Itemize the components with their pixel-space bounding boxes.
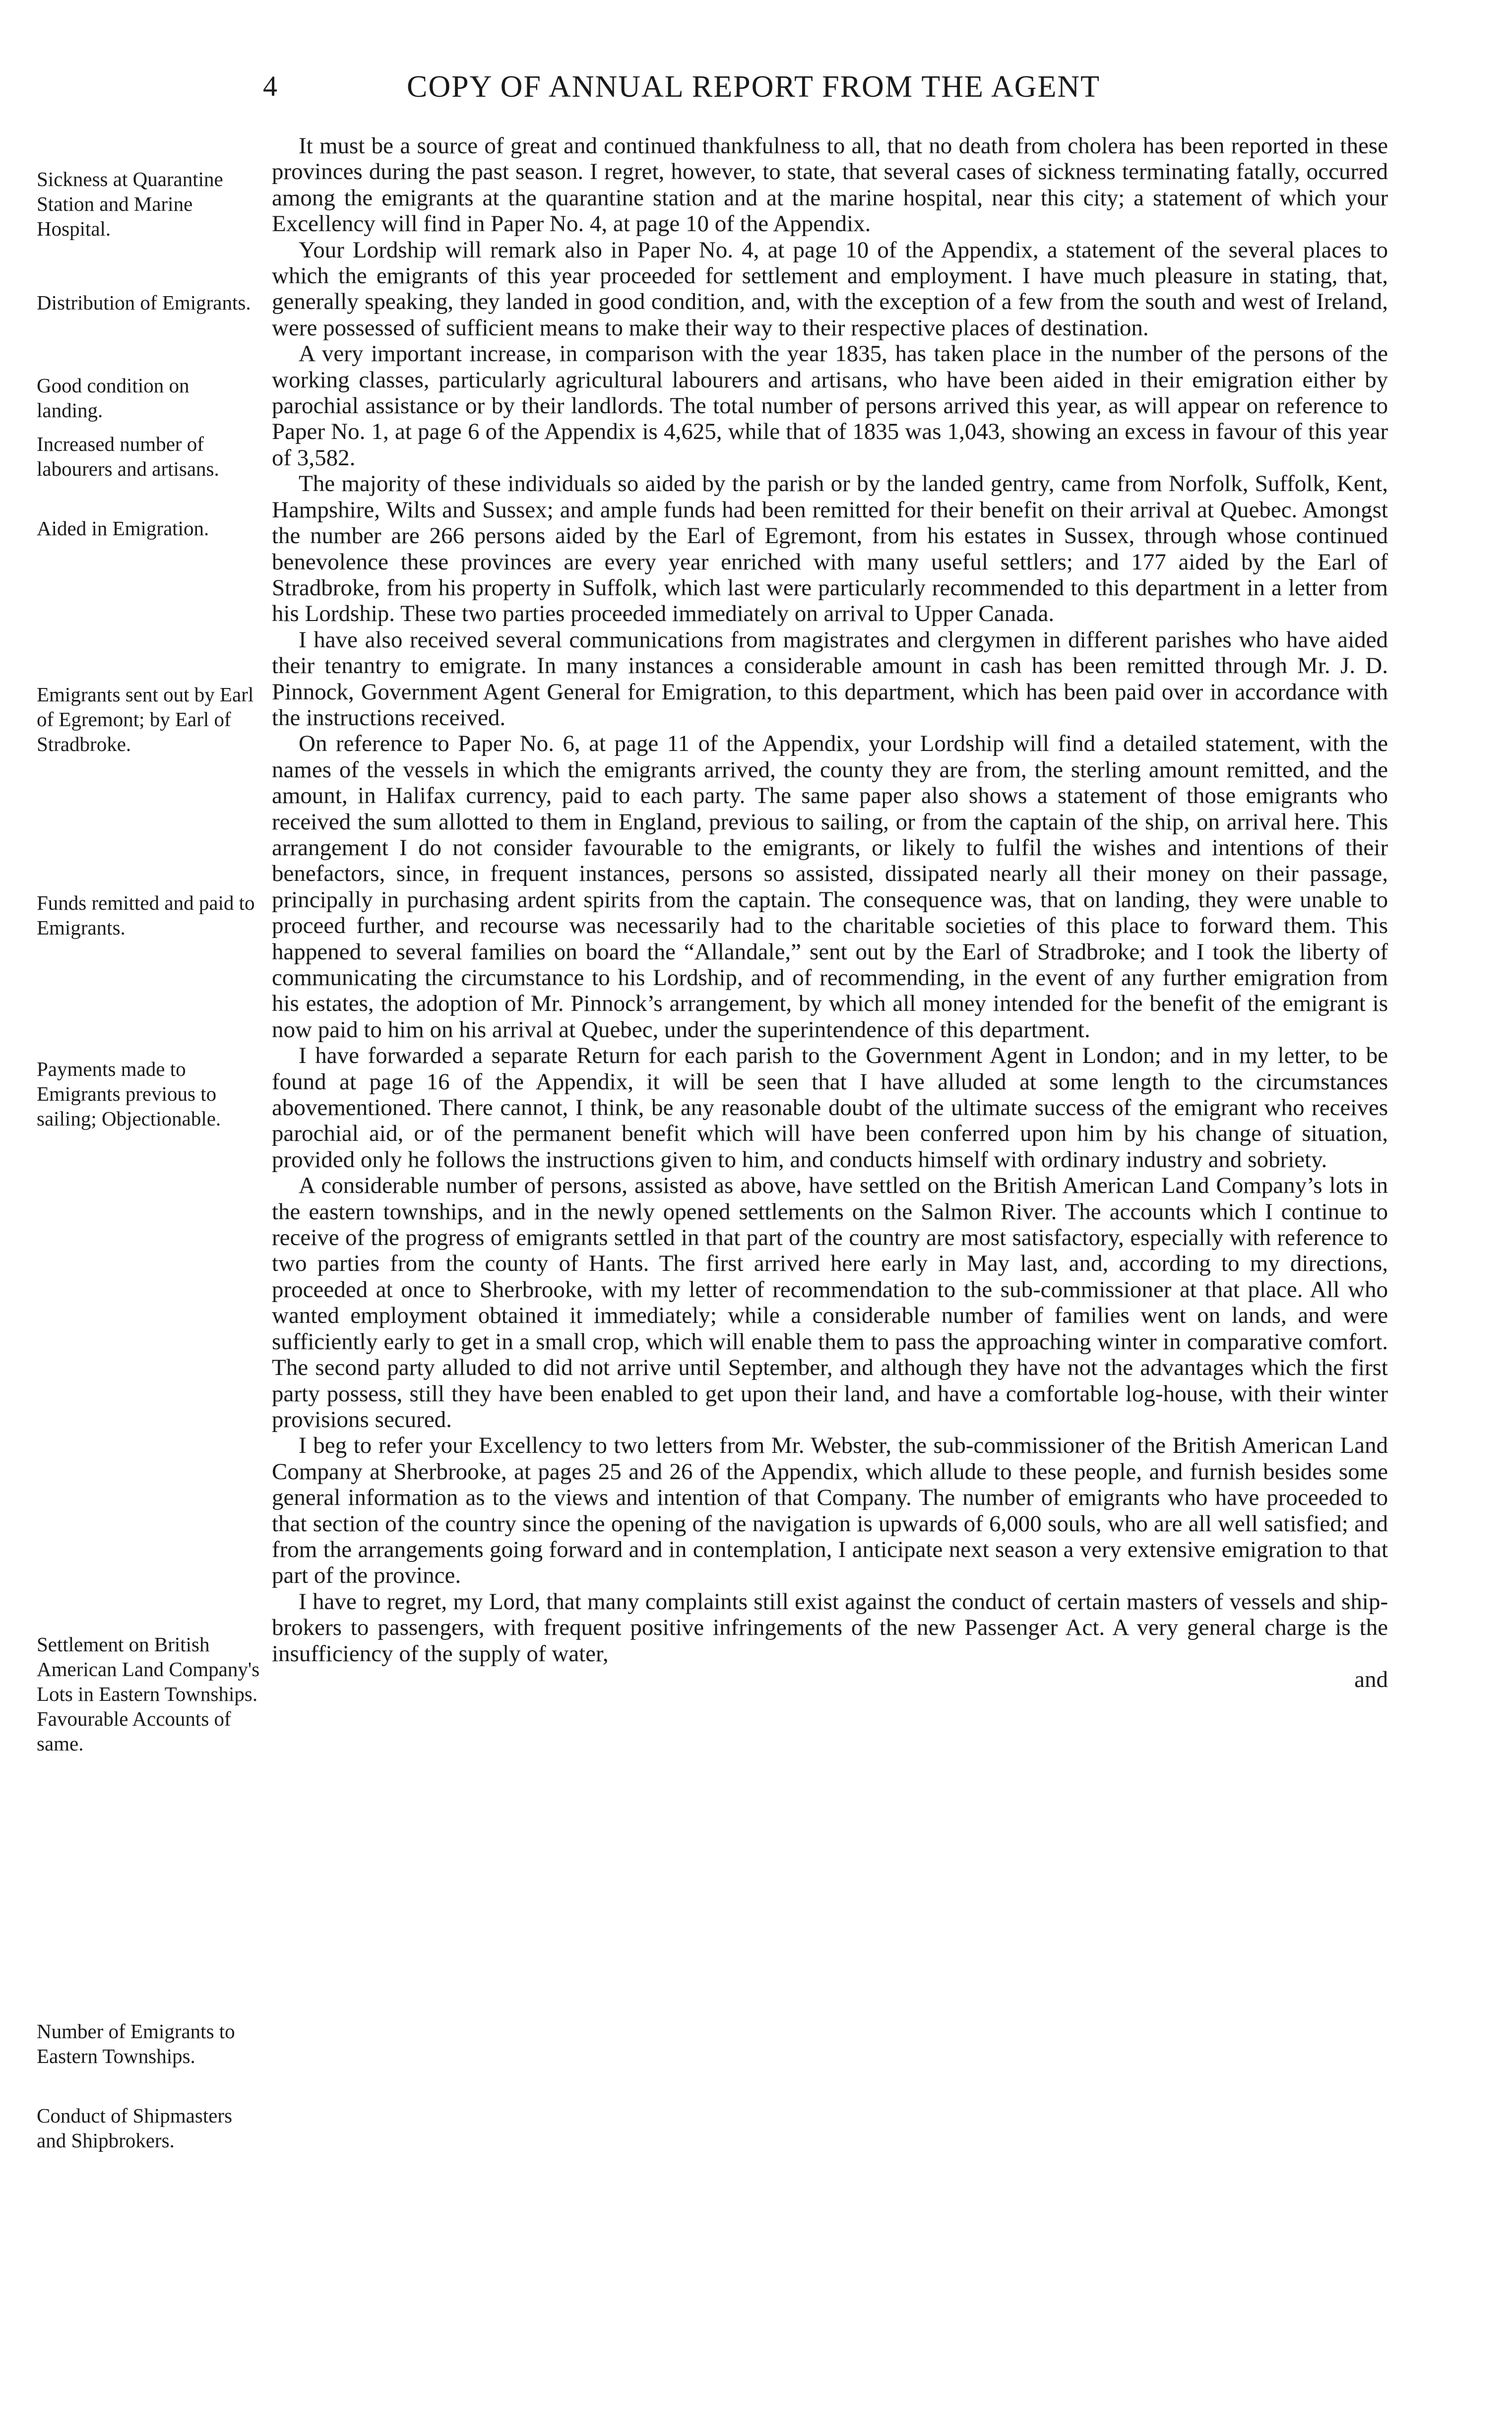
margin-note-sickness: Sickness at Quarantine Station and Marine Hospital.	[37, 168, 223, 240]
paragraph-settlement: A considerable number of persons, assisted as above, have settled on the British American Land Company’s lots in the eastern townships, and in the newly opened settlements on the Salmon River. The accounts which I continue to receive of the progress of emigrants settled in that part of the country are most satisfactory, especially with reference to two parties from the county of Hants. The first arrived here early in May last, and, according to my directions, proceeded at once to Sherbrooke, with my letter of recommendation to the sub-commissioner at that place. All who wanted employment obtained it immediately; while a considerable number of families went on lands, and were sufficiently early to get in a small crop, which will enable them to pass the approaching winter in comparative comfort. The second party alluded to did not arrive until September, and although they have not the advantages which the first party possess, still they have been enabled to get upon their land, and have a comfortable log-house, with their winter provisions secured.	[272, 1173, 1388, 1433]
catchword: and	[1354, 1666, 1388, 1692]
margin-note-funds: Funds remitted and paid to Emigrants.	[37, 891, 255, 939]
paragraph-distribution: Your Lordship will remark also in Paper No. 4, at page 10 of the Appendix, a statement of the several places to which the emigrants of this year proceeded for settlement and employment. I have much pleasure in stating, that, generally speaking, they landed in good condition, and, with the exception of a few from the south and west of Ireland, were possessed of sufficient means to make their way to their respective places of destination.	[272, 237, 1388, 341]
margin-note-distribution: Distribution of Emigrants.	[37, 291, 251, 314]
paragraph-webster: I beg to refer your Excellency to two letters from Mr. Webster, the sub-commissioner of the British American Land Company at Sherbrooke, at pages 25 and 26 of the Appendix, which allude to these people, and furnish besides some general information as to the views and intention of that Company. The number of emigrants who have proceeded to that section of the country since the opening of the navigation is upwards of 6,000 souls, who are all well satisfied; and from the arrangements going forward and in contemplation, I anticipate next season a very extensive emigration to that part of the province.	[272, 1433, 1388, 1589]
paragraph-complaints: I have to regret, my Lord, that many complaints still exist against the conduct of certain masters of vessels and ship-brokers to passengers, with frequent positive infringements of the new Passenger Act. A very general charge is the insufficiency of the supply of water,	[272, 1588, 1388, 1667]
margin-note-shipmasters: Conduct of Shipmasters and Shipbrokers.	[37, 2104, 233, 2152]
paragraph-return: I have forwarded a separate Return for each parish to the Government Agent in London; and in my letter, to be found at page 16 of the Appendix, it will be seen that I have alluded at some length to the circumstances abovementioned. There cannot, I think, be any reasonable doubt of the ultimate success of the emigrant who receives parochial aid, or of the permanent benefit which will have been conferred upon him by his change of situation, provided only he follows the instructions given to him, and conducts himself with ordinary industry and sobriety.	[272, 1043, 1388, 1173]
paragraph-paper-six: On reference to Paper No. 6, at page 11 of the Appendix, your Lordship will find a detailed statement, with the names of the vessels in which the emigrants arrived, the county they are from, the sterling amount remitted, and the amount, in Halifax currency, paid to each party. The same paper also shows a statement of those emigrants who received the sum allotted to them in England, previous to sailing, or from the captain of the ship, on arrival here. This arrangement I do not consider favourable to the emigrants, or likely to fulfil the wishes and intentions of their benefactors, since, in frequent instances, persons so assisted, dissipated nearly all their money on their passage, principally in purchasing ardent spirits from the captain. The consequence was, that on landing, they were unable to proceed further, and recourse was necessarily had to the charitable societies of this place to forward them. This happened to several families on board the “Allandale,” sent out by the Earl of Stradbroke; and I took the liberty of communicating the circumstance to his Lordship, and of recommending, in the event of any further emigration from his estates, the adoption of Mr. Pinnock’s arrangement, by which all money intended for the benefit of the emigrant is now paid to him on his arrival at Quebec, under the superintendence of this department.	[272, 731, 1388, 1043]
margin-note-aided: Aided in Emigration.	[37, 517, 209, 540]
page-number: 4	[263, 70, 277, 102]
margin-note-settlement: Settlement on British American Land Company's Lots in Eastern Townships. Favourable Accounts of same.	[37, 1633, 260, 1755]
paragraph-parish-aid: The majority of these individuals so aided by the parish or by the landed gentry, came from Norfolk, Suffolk, Kent, Hampshire, Wilts and Sussex; and ample funds had been remitted for their benefit on their arrival at Quebec. Amongst the number are 266 persons aided by the Earl of Egremont, from his estates in Sussex, through whose continued benevolence these provinces are every year enriched with many useful settlers; and 177 aided by the Earl of Stradbroke, from his property in Suffolk, which last were particularly recommended to this department in a letter from his Lordship. These two parties proceeded immediately on arrival to Upper Canada.	[272, 471, 1388, 627]
margin-note-labourers: Increased number of labourers and artisans.	[37, 433, 219, 480]
paragraph-communications: I have also received several communications from magistrates and clergymen in different parishes who have aided their tenantry to emigrate. In many instances a considerable amount in cash has been remitted through Mr. J. D. Pinnock, Government Agent General for Emigration, to this department, which has been paid over in accordance with the instructions received.	[272, 626, 1388, 731]
margin-note-good-condition: Good condition on landing.	[37, 374, 189, 422]
paragraph-cholera: It must be a source of great and continued thankfulness to all, that no death from cholera has been reported in these provinces during the past season. I regret, however, to state, that several cases of sickness terminating fatally, occurred among the emigrants at the quarantine station and at the marine hospital, near this city; a statement of which your Excellency will find in Paper No. 4, at page 10 of the Appendix.	[272, 133, 1388, 237]
running-title: COPY OF ANNUAL REPORT FROM THE AGENT	[407, 70, 1101, 104]
margin-note-payments: Payments made to Emigrants previous to sailing; Objectionable.	[37, 1058, 221, 1130]
margin-note-number-emigrants: Number of Emigrants to Eastern Townships.	[37, 2020, 235, 2067]
paragraph-increase: A very important increase, in comparison with the year 1835, has taken place in the number of the persons of the working classes, particularly agricultural labourers and artisans, who have been aided in their emigration either by parochial assistance or by their landlords. The total number of persons arrived this year, as will appear on reference to Paper No. 1, at page 6 of the Appendix is 4,625, while that of 1835 was 1,043, showing an excess in favour of this year of 3,582.	[272, 341, 1388, 471]
page-header	[0, 69, 1512, 129]
report-body	[272, 133, 1388, 1692]
margin-note-egremont-stradbroke: Emigrants sent out by Earl of Egremont; by Earl of Stradbroke.	[37, 683, 254, 755]
